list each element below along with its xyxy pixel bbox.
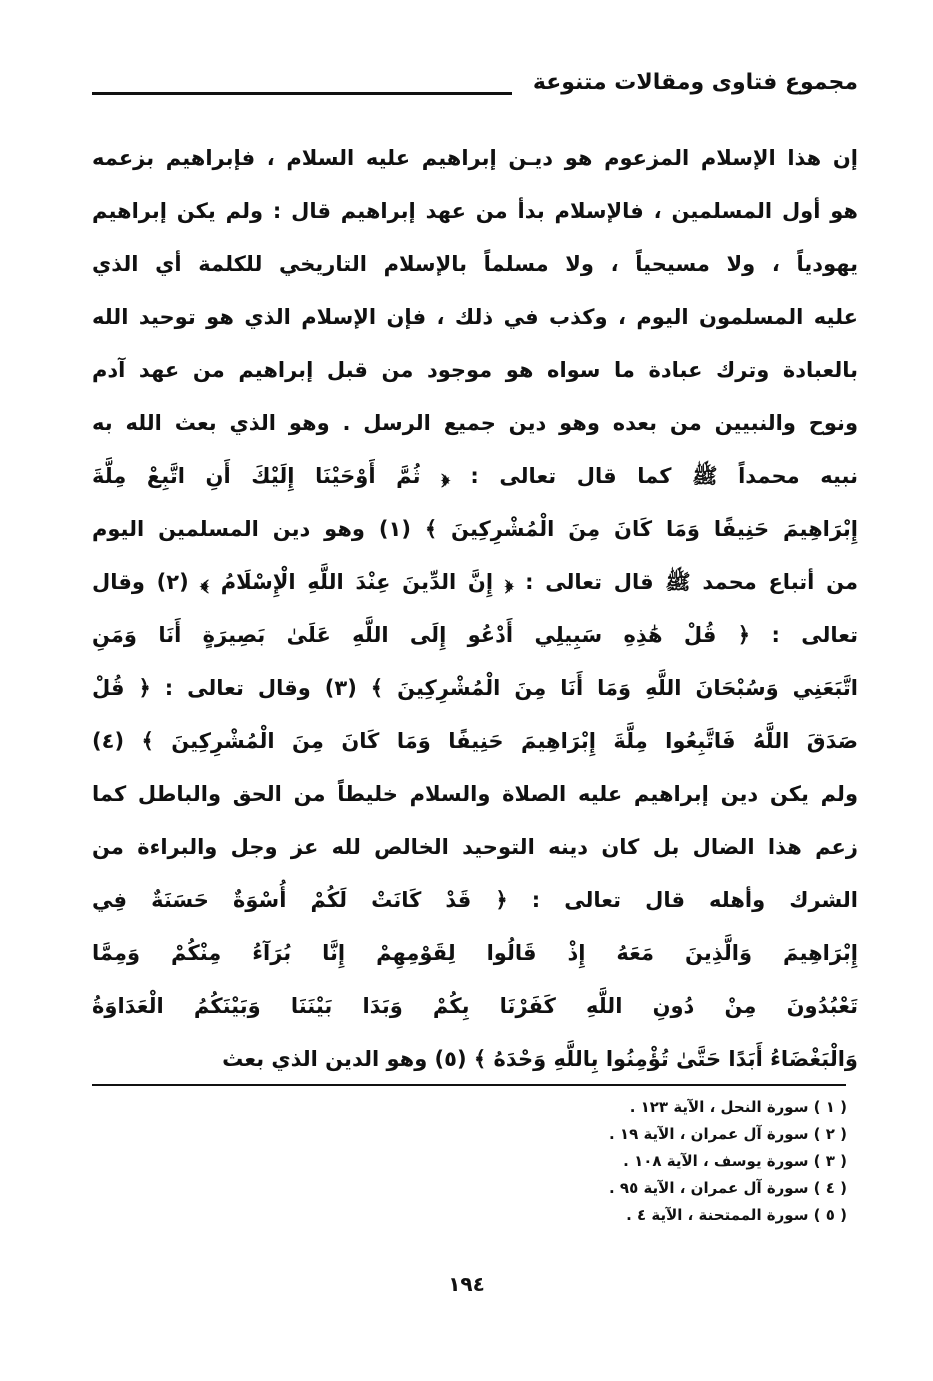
text-line: اتَّبَعَنِي وَسُبْحَانَ اللَّهِ وَمَا أَنَا مِنَ الْمُشْرِكِينَ ﴾ (٣) وقال تعالى : ﴿ قُلْ <box>92 676 858 700</box>
text-line: هو أول المسلمين ، فالإسلام بدأ من عهد إبراهيم قال : ولم يكن إبراهيم <box>92 199 858 223</box>
footnotes <box>347 1094 847 1229</box>
text-line: إِبْرَاهِيمَ حَنِيفًا وَمَا كَانَ مِنَ الْمُشْرِكِينَ ﴾ (١) وهو دين المسلمين اليوم <box>92 517 858 541</box>
text-line: إن هذا الإسلام المزعوم هو ديـن إبراهيم عليه السلام ، فإبراهيم بزعمه <box>92 146 858 170</box>
text-line: عليه المسلمون اليوم ، وكذب في ذلك ، فإن الإسلام الذي هو توحيد الله <box>92 305 858 329</box>
text-line: ونوح والنبيين من بعده وهو دين جميع الرسل . وهو الذي بعث الله به <box>92 411 858 435</box>
header-rule <box>92 92 512 95</box>
text-line: يهودياً ، ولا مسيحياً ، ولا مسلماً بالإسلام التاريخي للكلمة أي الذي <box>92 252 858 276</box>
footnote-separator <box>92 1084 846 1086</box>
text-line: ولم يكن دين إبراهيم عليه الصلاة والسلام خليطاً من الحق والباطل كما <box>92 782 858 806</box>
text-line: نبيه محمداً ﷺ كما قال تعالى : ﴿ ثُمَّ أَوْحَيْنَا إِلَيْكَ أَنِ اتَّبِعْ مِلَّةَ <box>92 464 858 488</box>
footnote: ( ٢ ) سورة آل عمران ، الآية ١٩ . <box>609 1125 847 1143</box>
text-line: وَالْبَغْضَاءُ أَبَدًا حَتَّىٰ تُؤْمِنُوا بِاللَّهِ وَحْدَهُ ﴾ (٥) وهو الدين الذي بعث <box>222 1047 858 1071</box>
text-line: إِبْرَاهِيمَ وَالَّذِينَ مَعَهُ إِذْ قَالُوا لِقَوْمِهِمْ إِنَّا بُرَآءُ مِنْكُمْ وَمِمَّا <box>92 941 858 965</box>
text-line: زعم هذا الضال بل كان دينه التوحيد الخالص لله عز وجل والبراءة من <box>92 835 858 859</box>
book-title: مجموع فتاوى ومقالات متنوعة <box>532 70 858 95</box>
footnote: ( ٥ ) سورة الممتحنة ، الآية ٤ . <box>626 1206 847 1224</box>
text-line: من أتباع محمد ﷺ قال تعالى : ﴿ إِنَّ الدِّينَ عِنْدَ اللَّهِ الْإِسْلَامُ ﴾ (٢) وقال <box>92 570 858 594</box>
running-header <box>92 58 858 98</box>
footnote: ( ١ ) سورة النحل ، الآية ١٢٣ . <box>629 1098 847 1116</box>
text-line: صَدَقَ اللَّهُ فَاتَّبِعُوا مِلَّةَ إِبْرَاهِيمَ حَنِيفًا وَمَا كَانَ مِنَ الْمُشْرِكِينَ ﴾ (٤) <box>92 729 858 753</box>
footnote: ( ٤ ) سورة آل عمران ، الآية ٩٥ . <box>609 1179 847 1197</box>
footnote: ( ٣ ) سورة يوسف ، الآية ١٠٨ . <box>623 1152 847 1170</box>
main-text <box>92 132 858 1086</box>
text-line: بالعبادة وترك عبادة ما سواه هو موجود من قبل إبراهيم من عهد آدم <box>92 358 858 382</box>
page-number: ١٩٤ <box>448 1272 485 1296</box>
text-line: تعالى : ﴿ قُلْ هَٰذِهِ سَبِيلِي أَدْعُو إِلَى اللَّهِ عَلَىٰ بَصِيرَةٍ أَنَا وَمَنِ <box>92 623 858 647</box>
text-line: الشرك وأهله قال تعالى : ﴿ قَدْ كَانَتْ لَكُمْ أُسْوَةٌ حَسَنَةٌ فِي <box>92 888 858 912</box>
text-line: تَعْبُدُونَ مِنْ دُونِ اللَّهِ كَفَرْنَا بِكُمْ وَبَدَا بَيْنَنَا وَبَيْنَكُمُ الْعَدَاوَةُ <box>92 994 858 1018</box>
